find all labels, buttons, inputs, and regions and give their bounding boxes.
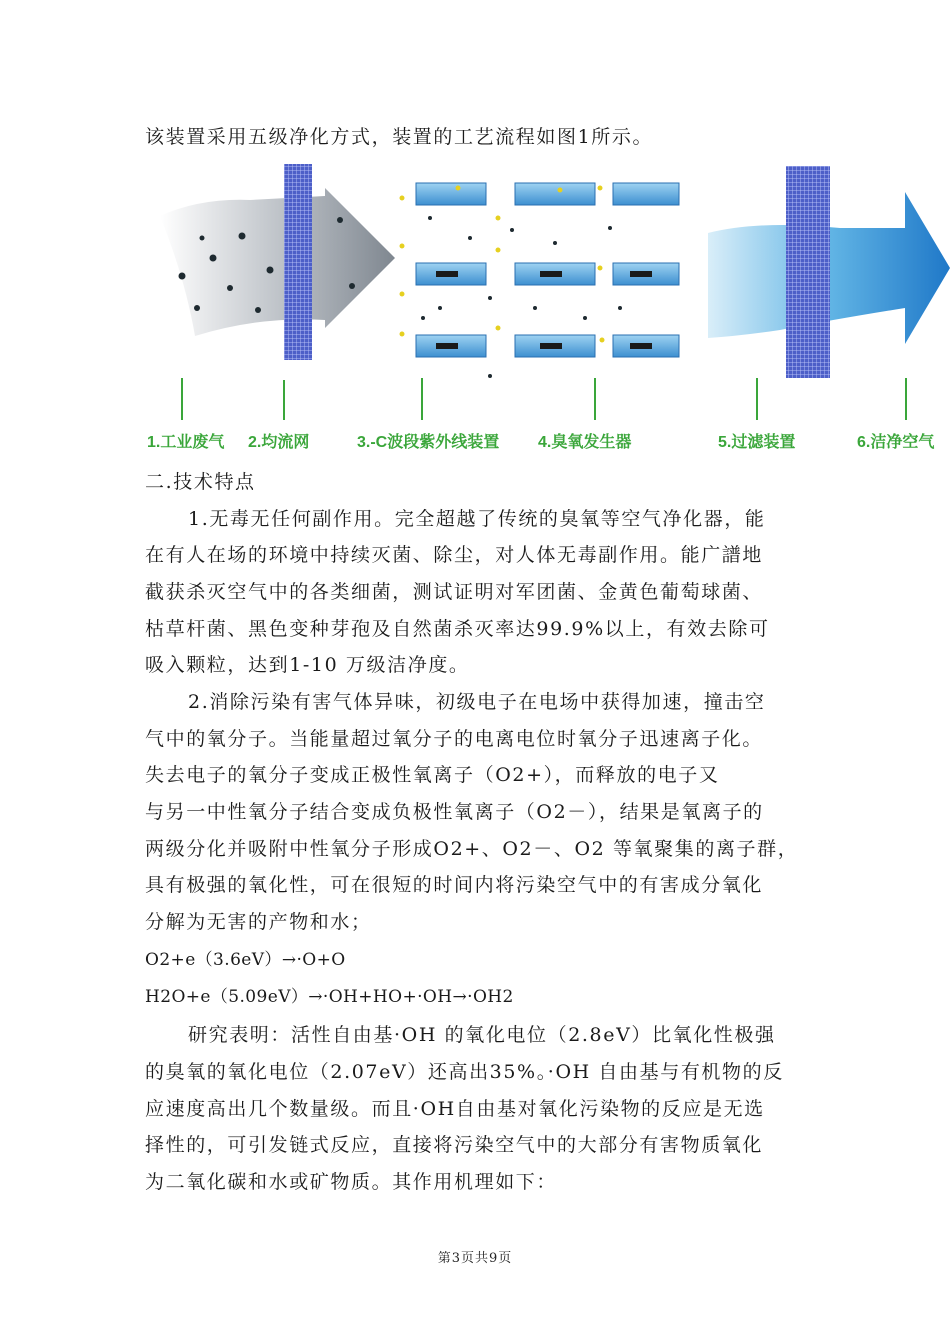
paragraph-line: 具有极强的氧化性，可在很短的时间内将污染空气中的有害成分氧化 — [145, 874, 764, 896]
page-footer: 第3页共9页 — [437, 1251, 513, 1266]
paragraph-line: 2.消除污染有害气体异味，初级电子在电场中获得加速，撞击空 — [188, 691, 766, 713]
figure-label-ozone-generator: 4.臭氧发生器 — [538, 434, 632, 451]
figure-label-uv-device: 3.-C波段紫外线装置 — [357, 434, 500, 451]
formula-line: O2+e（3.6eV）→·O+O — [145, 950, 346, 970]
uv-ozone-modules — [400, 183, 680, 378]
paragraph-line: 截获杀灭空气中的各类细菌，测试证明对军团菌、金黄色葡萄球菌、 — [145, 581, 764, 603]
paragraph-line: 与另一中性氧分子结合变成负极性氧离子（O2－），结果是氧离子的 — [145, 801, 764, 823]
paragraph-line: 1.无毒无任何副作用。完全超越了传统的臭氧等空气净化器，能 — [188, 508, 766, 530]
figure-label-waste-gas: 1.工业废气 — [147, 434, 225, 451]
paragraph-line: 两级分化并吸附中性氧分子形成O2+、O2－、O2 等氧聚集的离子群， — [145, 838, 799, 860]
process-flow-figure — [140, 158, 950, 458]
paragraph-line: 为二氧化碳和水或矿物质。其作用机理如下： — [145, 1171, 558, 1193]
formula-line: H2O+e（5.09eV）→·OH+HO+·OH→·OH2 — [145, 987, 514, 1007]
paragraph-line: 吸入颗粒，达到1-10 万级洁净度。 — [145, 654, 470, 676]
paragraph-line: 分解为无害的产物和水； — [145, 911, 372, 933]
paragraph-line: 应速度高出几个数量级。而且·OH自由基对氧化污染物的反应是无选 — [145, 1098, 765, 1120]
section-heading: 二.技术特点 — [145, 471, 256, 493]
intro-text: 该装置采用五级净化方式，装置的工艺流程如图1所示。 — [145, 126, 654, 148]
figure-label-flow-mesh: 2.均流网 — [248, 434, 310, 451]
paragraph-line: 的臭氧的氧化电位（2.07eV）还高出35%。·OH 自由基与有机物的反 — [145, 1061, 784, 1083]
paragraph-line: 枯草杆菌、黑色变种芽孢及自然菌杀灭率达99.9%以上，有效去除可 — [145, 618, 770, 640]
waste-gas-arrow — [160, 188, 395, 336]
paragraph-line: 失去电子的氧分子变成正极性氧离子（O2+），而释放的电子又 — [145, 764, 720, 786]
label-indicator-lines — [182, 378, 906, 420]
figure-label-filter: 5.过滤装置 — [718, 434, 796, 451]
paragraph-line: 择性的，可引发链式反应，直接将污染空气中的大部分有害物质氧化 — [145, 1134, 764, 1156]
paragraph-line: 研究表明：活性自由基·OH 的氧化电位（2.8eV）比氧化性极强 — [188, 1024, 776, 1046]
flow-mesh — [284, 164, 312, 360]
filter-mesh — [786, 166, 830, 378]
paragraph-line: 气中的氧分子。当能量超过氧分子的电离电位时氧分子迅速离子化。 — [145, 728, 764, 750]
figure-label-clean-air: 6.洁净空气 — [857, 434, 935, 451]
paragraph-line: 在有人在场的环境中持续灭菌、除尘，对人体无毒副作用。能广譜地 — [145, 544, 764, 566]
